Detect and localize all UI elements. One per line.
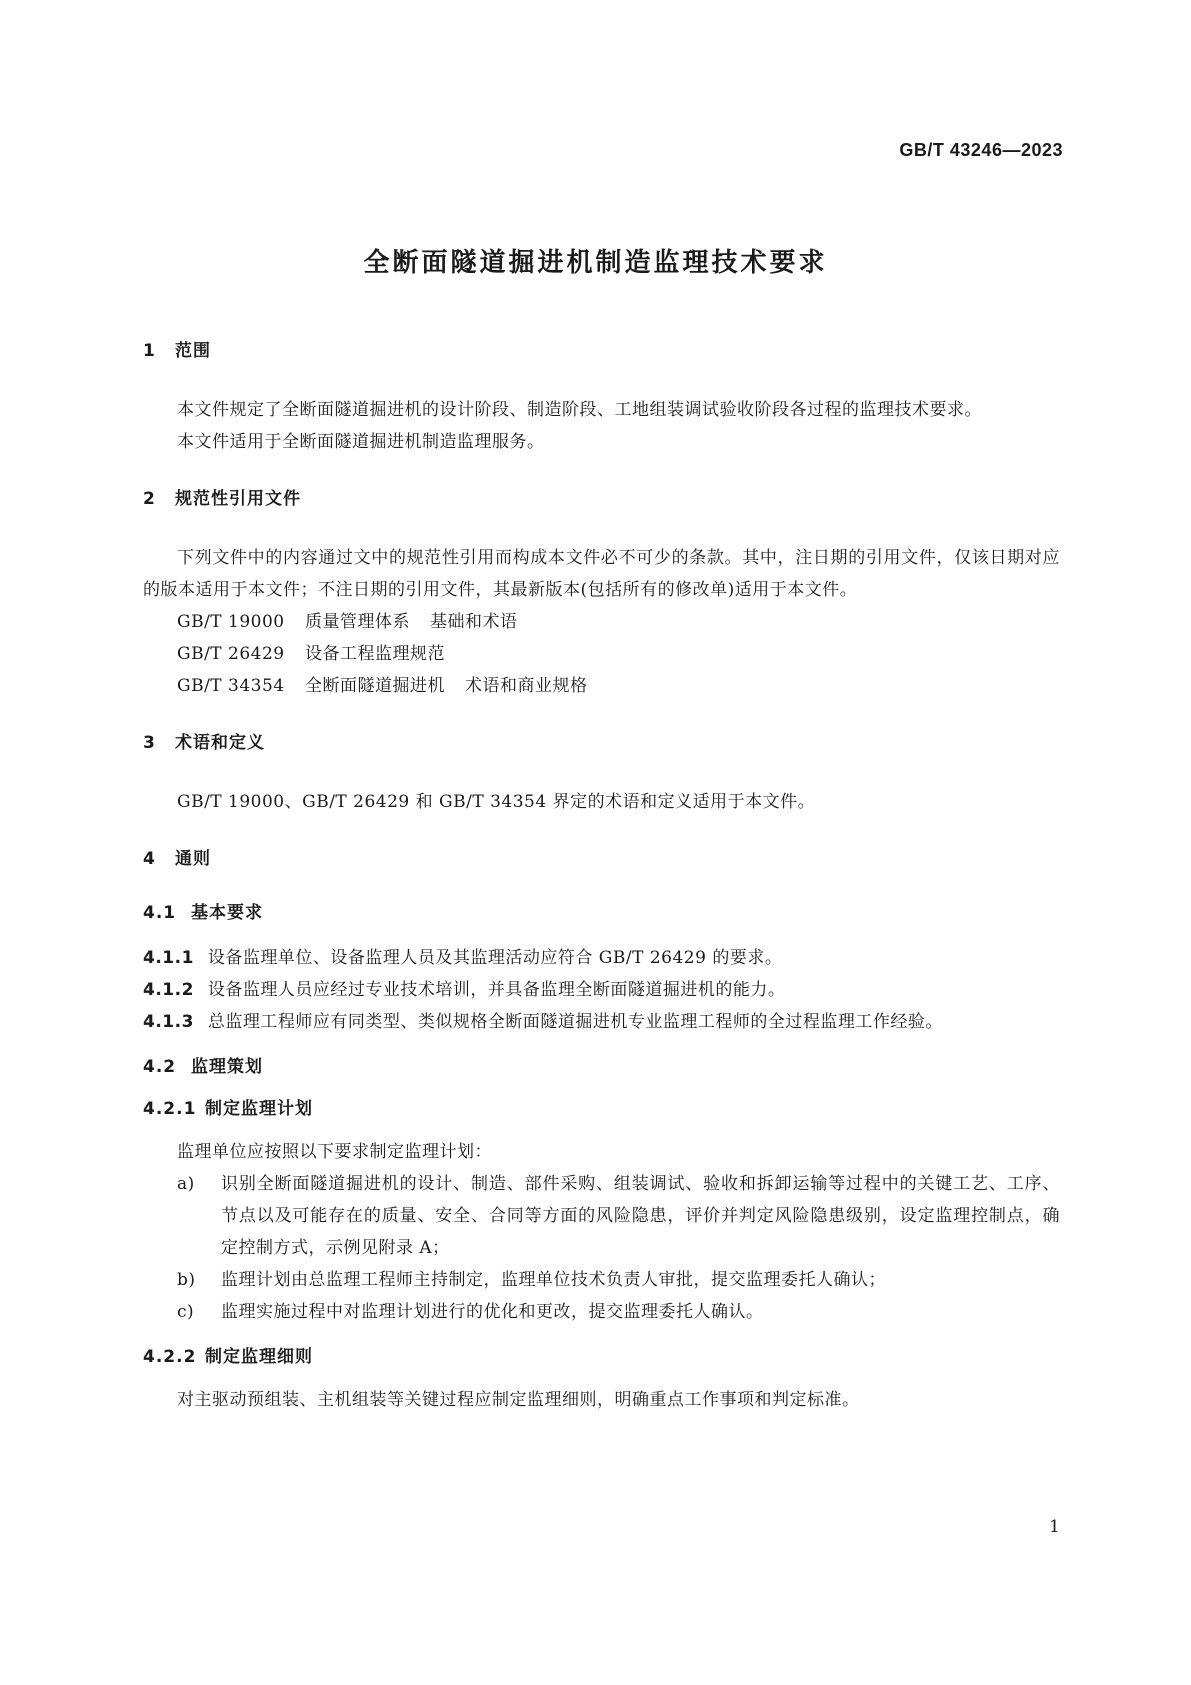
- subsection-number: 4.2: [143, 1057, 177, 1077]
- document-code: GB/T 43246—2023: [899, 140, 1063, 160]
- section-number: 1: [143, 341, 156, 361]
- clause-4-1-3: [143, 1006, 1060, 1038]
- section-title: 规范性引用文件: [175, 489, 301, 509]
- clause-number: 4.1.2: [143, 980, 194, 1000]
- reference-title-part-2: 基础和术语: [430, 612, 518, 632]
- clause-text: 设备监理单位、设备监理人员及其监理活动应符合 GB/T 26429 的要求。: [207, 948, 783, 968]
- subsection-4-2-heading: [143, 1054, 1060, 1080]
- list-marker: b): [177, 1270, 196, 1290]
- section-number: 3: [143, 733, 156, 753]
- section-title: 通则: [175, 849, 211, 869]
- clause-text: 总监理工程师应有同类型、类似规格全断面隧道掘进机专业监理工程师的全过程监理工作经验。: [207, 1012, 943, 1032]
- section-1-paragraph-1: 本文件规定了全断面隧道掘进机的设计阶段、制造阶段、工地组装调试验收阶段各过程的监理技术要求。: [177, 400, 982, 420]
- subsection-number: 4.2.2: [143, 1347, 197, 1367]
- clause-4-1-2: [143, 974, 1060, 1006]
- subsection-4-2-1-intro: 监理单位应按照以下要求制定监理计划：: [177, 1142, 492, 1162]
- reference-code: GB/T 19000: [177, 612, 285, 632]
- clause-number: 4.1.1: [143, 948, 194, 968]
- section-1-heading: [143, 338, 1060, 364]
- subsection-number: 4.1: [143, 903, 177, 923]
- reference-title-part-1: 质量管理体系: [305, 612, 410, 632]
- reference-code: GB/T 34354: [177, 676, 285, 696]
- subsection-4-2-2-paragraph-1: 对主驱动预组装、主机组装等关键过程应制定监理细则，明确重点工作事项和判定标准。: [177, 1390, 860, 1410]
- list-item: [143, 1296, 1060, 1328]
- subsection-title: 基本要求: [191, 903, 263, 923]
- section-2-heading: [143, 486, 1060, 512]
- page-number: 1: [1049, 1517, 1060, 1537]
- subsection-title: 制定监理计划: [205, 1099, 313, 1119]
- subsection-title: 监理策划: [191, 1057, 263, 1077]
- section-3-paragraph-1: GB/T 19000、GB/T 26429 和 GB/T 34354 界定的术语和定义适用于本文件。: [177, 792, 816, 812]
- list-marker: c): [177, 1302, 195, 1322]
- section-number: 2: [143, 489, 156, 509]
- list-item-text: 监理实施过程中对监理计划进行的优化和更改，提交监理委托人确认。: [221, 1302, 764, 1322]
- section-number: 4: [143, 849, 156, 869]
- reference-code: GB/T 26429: [177, 644, 285, 664]
- document-title: 全断面隧道掘进机制造监理技术要求: [363, 248, 828, 278]
- clause-number: 4.1.3: [143, 1012, 194, 1032]
- subsection-title: 制定监理细则: [205, 1347, 313, 1367]
- list-item-text: 监理计划由总监理工程师主持制定，监理单位技术负责人审批，提交监理委托人确认；: [221, 1270, 886, 1290]
- clause-text: 设备监理人员应经过专业技术培训，并具备监理全断面隧道掘进机的能力。: [207, 980, 786, 1000]
- document-body: [143, 338, 1060, 1416]
- subsection-4-2-1-heading: [143, 1096, 1060, 1122]
- subsection-number: 4.2.1: [143, 1099, 197, 1119]
- section-3-heading: [143, 730, 1060, 756]
- section-title: 术语和定义: [175, 733, 265, 753]
- clause-4-1-1: [143, 942, 1060, 974]
- list-marker: a): [177, 1174, 195, 1194]
- section-2-paragraph-1: 下列文件中的内容通过文中的规范性引用而构成本文件必不可少的条款。其中，注日期的引用文件，仅该日期对应的版本适用于本文件；不注日期的引用文件，其最新版本(包括所有的修改单)适用于本文件。: [143, 548, 1060, 600]
- reference-title-part-1: 设备工程监理规范: [305, 644, 445, 664]
- list-item: [143, 1264, 1060, 1296]
- subsection-4-2-2-heading: [143, 1344, 1060, 1370]
- reference-title-part-2: 术语和商业规格: [465, 676, 588, 696]
- reference-line: [143, 606, 1060, 638]
- section-1-paragraph-2: 本文件适用于全断面隧道掘进机制造监理服务。: [177, 432, 545, 452]
- reference-line: [143, 670, 1060, 702]
- reference-title-part-1: 全断面隧道掘进机: [305, 676, 445, 696]
- list-item-text: 识别全断面隧道掘进机的设计、制造、部件采购、组装调试、验收和拆卸运输等过程中的关键工艺、工序、节点以及可能存在的质量、安全、合同等方面的风险隐患，评价并判定风险隐患级别，设定监理控制点，确定控制方式，示例见附录 A；: [221, 1174, 1060, 1258]
- reference-line: [143, 638, 1060, 670]
- section-4-heading: [143, 846, 1060, 872]
- list-item: [143, 1168, 1060, 1264]
- subsection-4-1-heading: [143, 900, 1060, 926]
- section-title: 范围: [175, 341, 211, 361]
